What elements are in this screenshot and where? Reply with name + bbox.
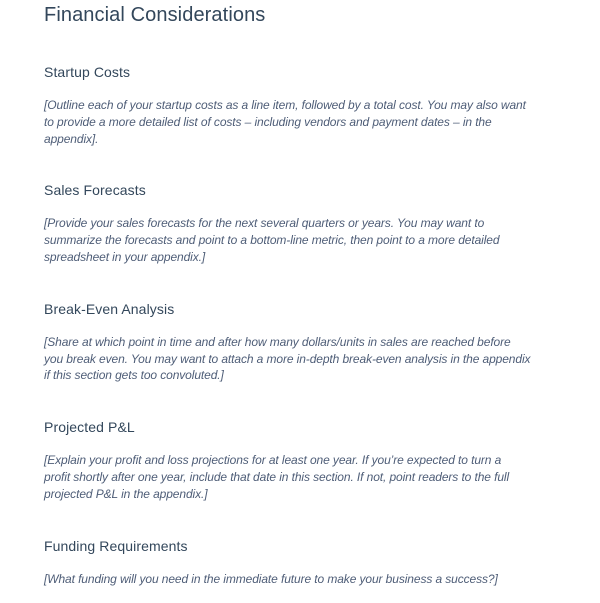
section-heading: Sales Forecasts [44,182,146,199]
sections-container [44,63,556,587]
paragraph-line: if this section gets too convoluted.] [44,368,224,383]
section-heading: Startup Costs [44,64,131,80]
section-heading: Break-Even Analysis [44,300,175,317]
paragraph-line: [Outline each of your startup costs as a line item, followed by a total cost. You may also want [44,98,526,112]
section-heading: Projected P&L [44,419,135,436]
document-section [44,181,556,265]
section-placeholder-paragraph [44,215,556,265]
section-placeholder-paragraph [44,571,556,588]
section-placeholder-paragraph [44,334,556,384]
page-title: Financial Considerations [44,4,266,26]
section-heading: Funding Requirements [44,537,188,554]
paragraph-line: summarize the forecasts and point to a bottom-line metric, then point to a more detailed [44,233,500,248]
paragraph-line: [Explain your profit and loss projections for at least one year. If you’re expected to turn a [44,453,502,468]
section-placeholder-paragraph [44,452,556,502]
paragraph-line: profit shortly after one year, include that date in this section. If not, point readers to the full [44,469,510,484]
paragraph-line: [Share at which point in time and after how many dollars/units in sales are reached before [44,334,511,349]
paragraph-line: you break even. You may want to attach a more in-depth break-even analysis in the appendix [44,351,531,366]
paragraph-line: [Provide your sales forecasts for the next several quarters or years. You may want to [44,216,485,231]
section-placeholder-paragraph [44,97,556,147]
document-section [44,537,556,588]
paragraph-line: to provide a more detailed list of costs – including vendors and payment dates – in the [44,114,492,129]
paragraph-line: spreadsheet in your appendix.] [44,249,206,264]
document-section [44,418,556,502]
paragraph-line: projected P&L in the appendix.] [44,486,208,501]
paragraph-line: [What funding will you need in the immediate future to make your business a success?] [44,571,498,586]
paragraph-line: appendix]. [44,131,99,146]
document-section [44,300,556,384]
document-section [44,63,556,147]
